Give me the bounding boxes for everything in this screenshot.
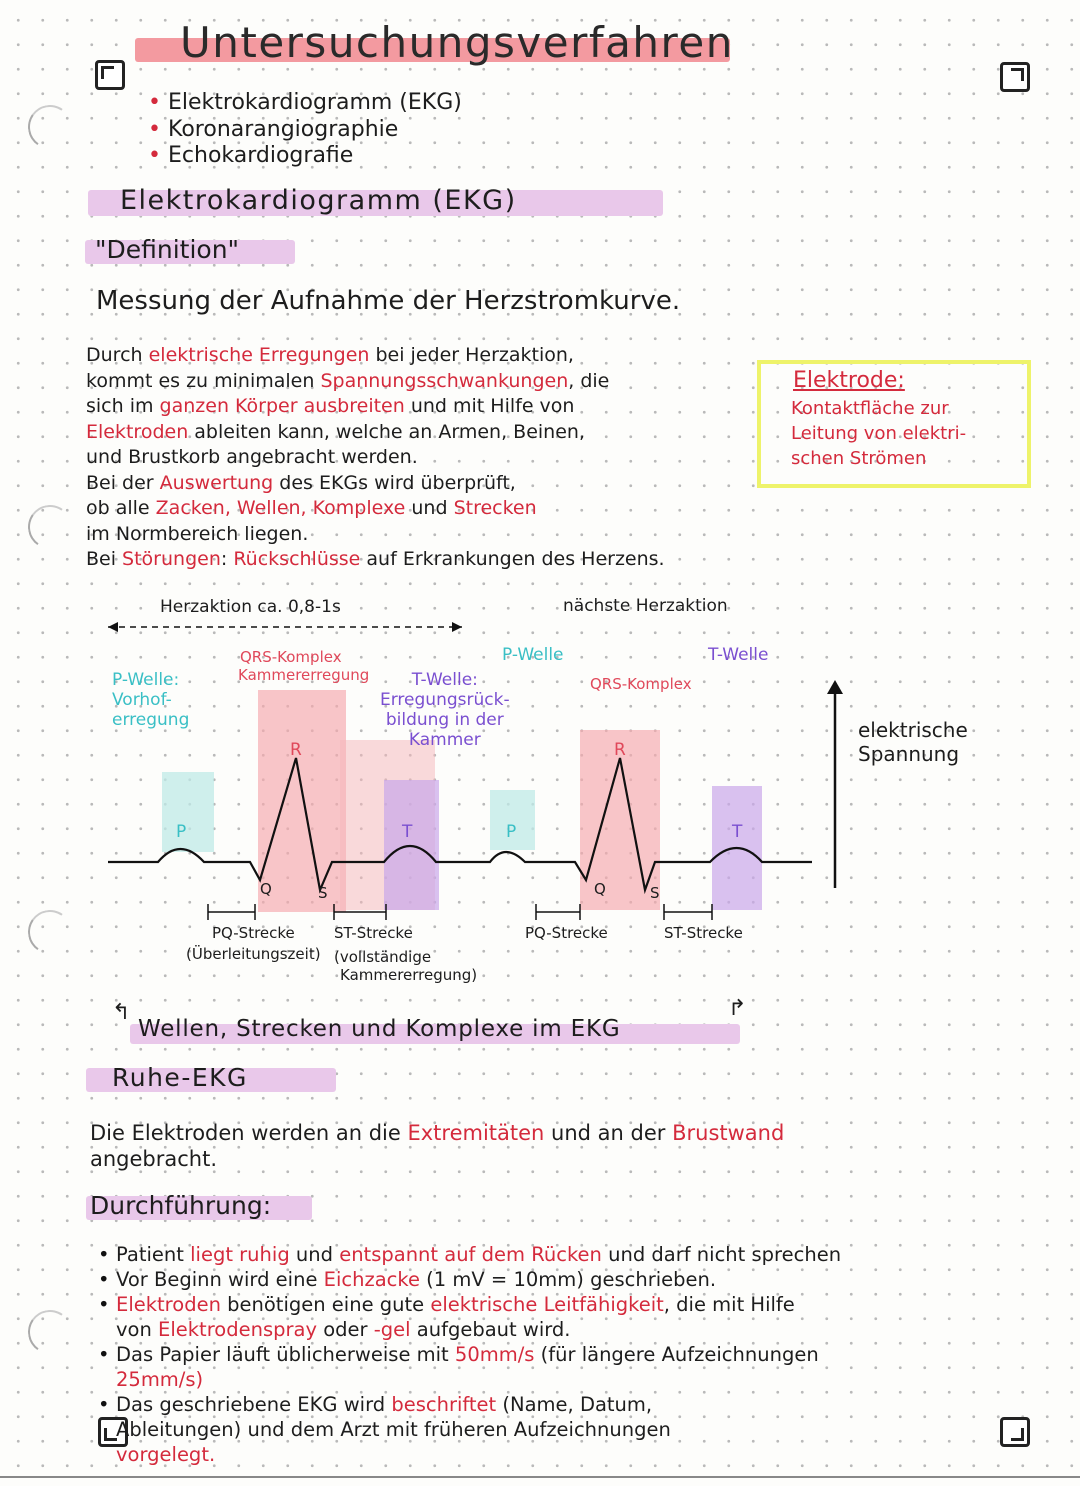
step-item-continued: 25mm/s) <box>116 1368 204 1391</box>
page-bottom-edge <box>0 1476 1080 1478</box>
p-peak-label: P <box>176 822 187 842</box>
ruhe-ekg-text: Die Elektroden werden an die Extremitäten und an der Brustwand angebracht. <box>90 1121 785 1171</box>
step-item: • Vor Beginn wird eine Eichzacke (1 mV = 10mm) geschrieben. <box>116 1267 841 1292</box>
elektrode-definition-box <box>757 360 1031 488</box>
page-title: Untersuchungsverfahren <box>180 18 734 67</box>
p-peak-label-2: P <box>506 822 517 842</box>
st-label-2: ST-Strecke <box>664 924 743 942</box>
definition-text: Messung der Aufnahme der Herzstromkurve. <box>96 286 681 316</box>
step-item: • Patient liegt ruhig und entspannt auf dem Rücken und darf nicht sprechen <box>116 1242 841 1267</box>
qrs-label-2: QRS-Komplex <box>590 675 692 693</box>
pq-sub-label: (Überleitungszeit) <box>186 945 321 963</box>
s-point-label-2: S <box>650 884 660 902</box>
r-peak-label-2: R <box>614 740 626 760</box>
method-item: • Elektrokardiogramm (EKG) <box>168 90 462 116</box>
ekg-paragraph: Durch elektrische Erregungen bei jeder Herzaktion, kommt es zu minimalen Spannungsschwankungen, die sich im ganzen Körper ausbreiten und mit Hilfe von Elektroden ableiten kann, welche an Armen, Beinen, und Brustkorb angebracht werden. Bei der Auswertung des EKGs wird überprüft, ob alle Zacken, Wellen, Komplexe und Strecken im Normbereich liegen. Bei Störungen: Rückschlüsse auf Erkrankungen des Herzens. <box>86 344 665 570</box>
pq-label: PQ-Strecke <box>212 924 295 942</box>
st-label: ST-Strecke <box>334 924 413 942</box>
durchfuehrung-label: Durchführung: <box>90 1191 272 1220</box>
p-wave-label: P-Welle: Vorhof- erregung <box>112 670 190 730</box>
s-point-label: S <box>318 884 328 902</box>
t-peak-label-2: T <box>732 822 743 842</box>
qrs-label: QRS-Komplex Kammererregung <box>238 648 370 684</box>
elektrode-text: Kontaktfläche zur Leitung von elektri- schen Strömen <box>791 398 967 469</box>
method-item: • Koronarangiographie <box>168 117 398 143</box>
q-point-label: Q <box>260 880 272 898</box>
punch-hole <box>25 907 76 958</box>
st-sub-label: (vollständige Kammererregung) <box>334 948 478 984</box>
step-item: • Elektroden benötigen eine gute elektrische Leitfähigkeit, die mit Hilfe <box>116 1292 841 1317</box>
r-peak-label: R <box>290 740 302 760</box>
ekg-heading: Elektrokardiogramm (EKG) <box>120 185 517 216</box>
t-peak-label: T <box>402 822 413 842</box>
punch-hole <box>25 102 76 153</box>
method-item: • Echokardiografie <box>168 143 353 169</box>
step-item-continued: von Elektrodenspray oder -gel aufgebaut wird. <box>116 1318 571 1341</box>
q-point-label-2: Q <box>594 880 606 898</box>
corner-mark-icon <box>1000 62 1030 92</box>
p-wave-zone <box>162 772 214 852</box>
corner-mark-icon <box>95 60 125 90</box>
diagram-caption: Wellen, Strecken und Komplexe im EKG <box>138 1016 621 1042</box>
t-wave-label: T-Welle: Erregungsrück- bildung in der Kammer <box>380 670 510 750</box>
pq-label-2: PQ-Strecke <box>525 924 608 942</box>
p-wave-label-2: P-Welle <box>502 645 564 665</box>
elektrode-title: Elektrode: <box>793 368 905 393</box>
step-item: • Das Papier läuft üblicherweise mit 50mm/s (für längere Aufzeichnungen <box>116 1342 841 1367</box>
ruhe-ekg-heading: Ruhe-EKG <box>112 1063 248 1092</box>
caption-arrow-right: ↱ <box>728 996 747 1021</box>
durchfuehrung-steps <box>116 1242 841 1467</box>
punch-hole <box>25 1307 76 1358</box>
herzaktion-label: Herzaktion ca. 0,8-1s <box>160 597 341 617</box>
caption-arrow-left: ↰ <box>112 1000 131 1025</box>
t-wave-label-2: T-Welle <box>708 645 769 665</box>
step-item: • Das geschriebene EKG wird beschriftet (Name, Datum, <box>116 1392 841 1417</box>
qrs-zone <box>258 690 346 912</box>
step-item-continued: Ableitungen) und dem Arzt mit früheren Aufzeichnungen <box>116 1418 671 1441</box>
corner-mark-icon <box>1000 1417 1030 1447</box>
definition-label: "Definition" <box>95 235 240 264</box>
step-item-continued: vorgelegt. <box>116 1443 216 1466</box>
voltage-label: elektrische Spannung <box>858 718 968 766</box>
naechste-herzaktion-label: nächste Herzaktion <box>563 596 728 616</box>
punch-hole <box>25 502 76 553</box>
